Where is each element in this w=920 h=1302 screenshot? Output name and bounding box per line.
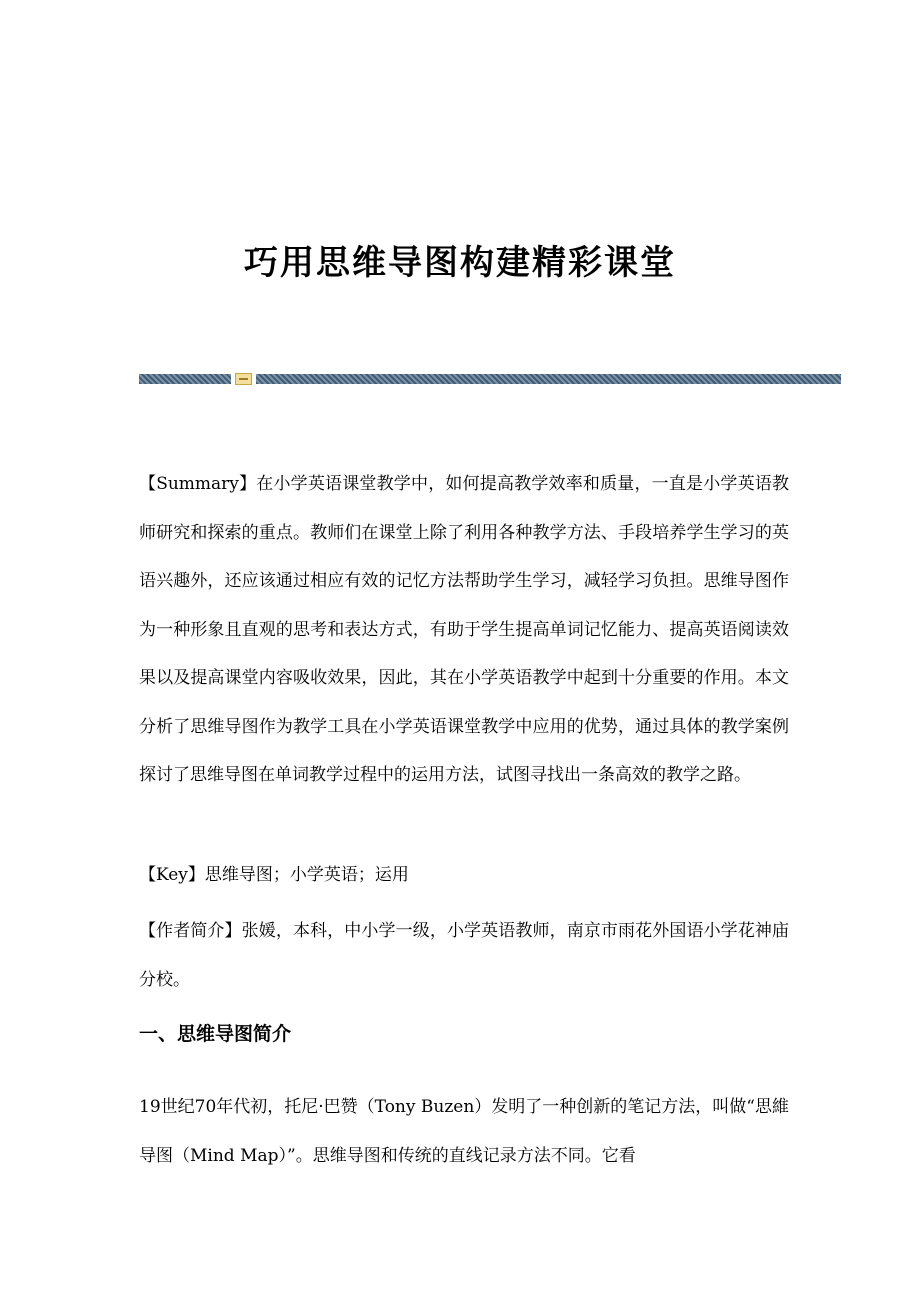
divider-ornament-icon [235,373,252,385]
keywords-label: 【Key】 [139,865,205,885]
section-heading: 一、思维导图简介 [139,1023,292,1045]
divider-right [256,374,841,384]
summary-text: 在小学英语课堂教学中，如何提高教学效率和质量，一直是小学英语教师研究和探索的重点。教师们在课堂上除了利用各种教学方法、手段培养学生学习的英语兴趣外，还应该通过相应有效的记忆方法帮助学生学习，减轻学习负担。思维导图作为一种形象且直观的思考和表达方式，有助于学生提高单词记忆能力、提高英语阅读效果以及提高课堂内容吸收效果，因此，其在小学英语教学中起到十分重要的作用。本文分析了思维导图作为教学工具在小学英语课堂教学中应用的优势，通过具体的教学案例探讨了思维导图在单词教学过程中的运用方法，试图寻找出一条高效的教学之路。 [139,474,790,785]
author-paragraph [139,907,789,1004]
keywords-paragraph [139,851,789,900]
summary-paragraph [139,460,789,800]
author-text: 张媛，本科，中小学一级，小学英语教师，南京市雨花外国语小学花神庙分校。 [139,921,790,990]
author-label: 【作者简介】 [139,921,242,941]
section-paragraph: 19世纪70年代初，托尼·巴赞（Tony Buzen）发明了一种创新的笔记方法，叫做“思維导图（Mind Map）”。思维导图和传统的直线记录方法不同。它看 [139,1097,789,1166]
keywords-text: 思维导图；小学英语；运用 [204,865,409,885]
summary-label: 【Summary】 [139,474,257,494]
divider-left [139,374,231,384]
page-title: 巧用思维导图构建精彩课堂 [244,242,676,283]
